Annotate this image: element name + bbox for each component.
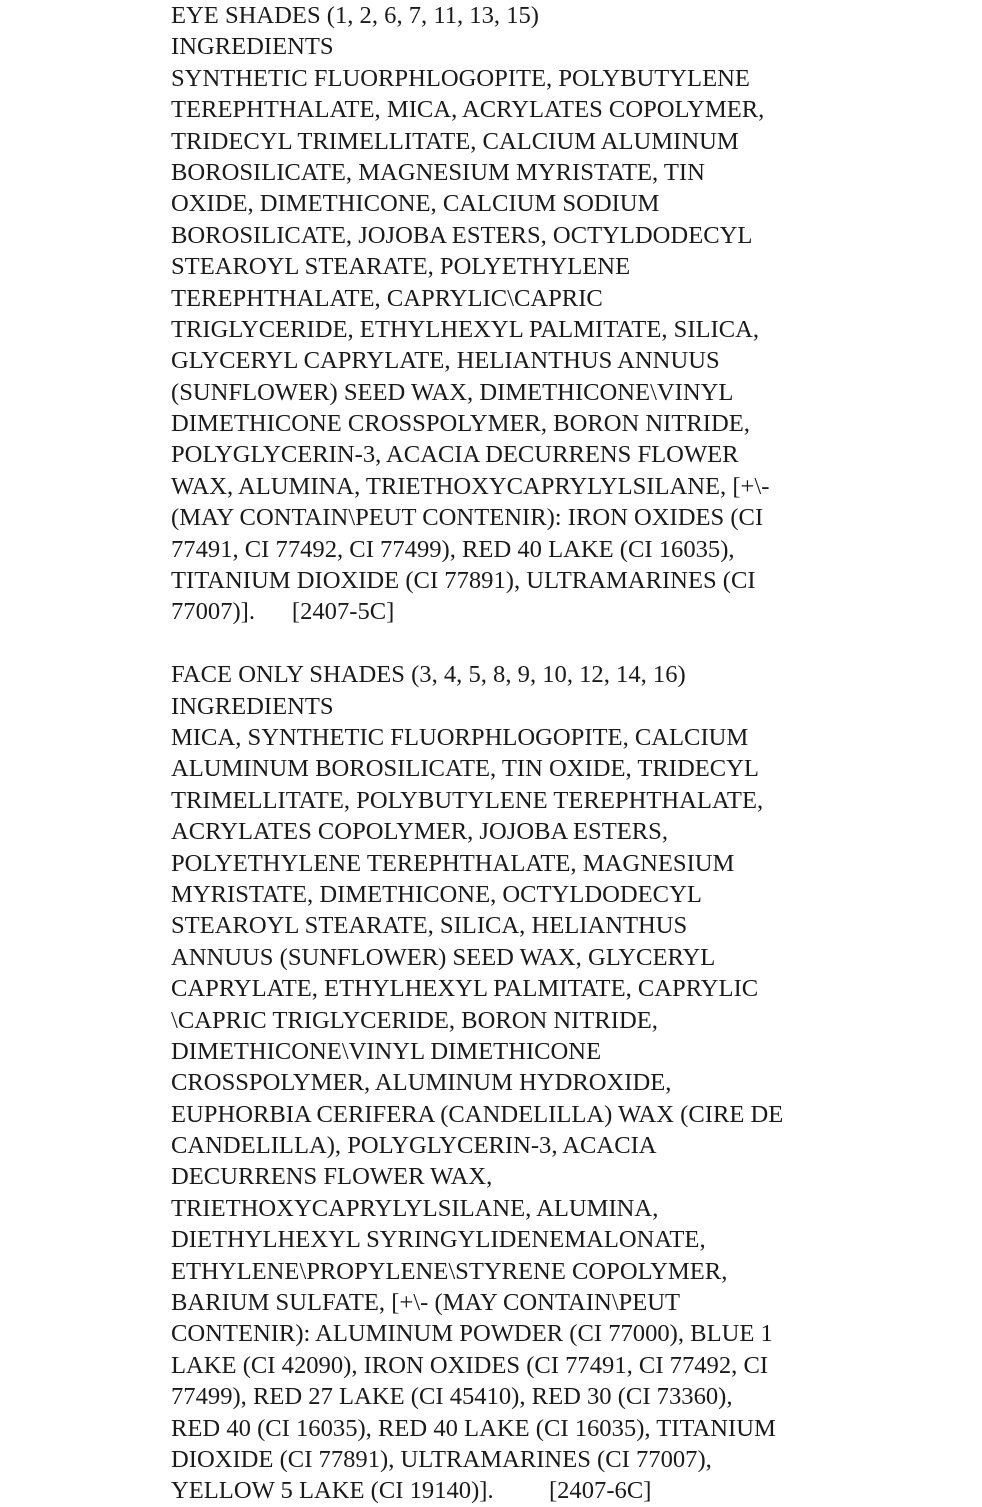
section-heading: FACE ONLY SHADES (3, 4, 5, 8, 9, 10, 12, 14, 16) <box>171 661 686 689</box>
ingredient-line: CROSSPOLYMER, ALUMINUM HYDROXIDE, <box>171 1069 672 1097</box>
face-only-shades-section <box>171 659 971 1507</box>
ingredients-label: INGREDIENTS <box>171 33 334 61</box>
ingredient-line: GLYCERYL CAPRYLATE, HELIANTHUS ANNUUS <box>171 347 720 375</box>
ingredient-line: TRIMELLITATE, POLYBUTYLENE TEREPHTHALATE, <box>171 786 764 814</box>
ingredient-line: DIMETHICONE CROSSPOLYMER, BORON NITRIDE, <box>171 410 750 438</box>
ingredient-line: 77491, CI 77492, CI 77499), RED 40 LAKE (CI 16035), <box>171 535 735 563</box>
ingredient-line: POLYGLYCERIN-3, ACACIA DECURRENS FLOWER <box>171 441 739 469</box>
ingredient-line: MICA, SYNTHETIC FLUORPHLOGOPITE, CALCIUM <box>171 723 749 751</box>
ingredient-line: MYRISTATE, DIMETHICONE, OCTYLDODECYL <box>171 880 702 908</box>
ingredient-line: TRIETHOXYCAPRYLYLSILANE, ALUMINA, <box>171 1194 659 1222</box>
ingredient-line: BARIUM SULFATE, [+\- (MAY CONTAIN\PEUT <box>171 1289 681 1317</box>
ingredient-line: CONTENIR): ALUMINUM POWDER (CI 77000), BLUE 1 <box>171 1320 773 1348</box>
ingredient-line: STEAROYL STEARATE, SILICA, HELIANTHUS <box>171 912 688 940</box>
ingredient-line-with-code: YELLOW 5 LAKE (CI 19140)]. [2407-6C] <box>171 1477 652 1505</box>
ingredient-line: DECURRENS FLOWER WAX, <box>171 1163 493 1191</box>
eye-shades-section <box>171 0 971 628</box>
ingredient-line-with-code: 77007)]. [2407-5C] <box>171 598 395 626</box>
ingredient-line: ETHYLENE\PROPYLENE\STYRENE COPOLYMER, <box>171 1257 728 1285</box>
ingredient-line: TITANIUM DIOXIDE (CI 77891), ULTRAMARINES (CI <box>171 567 756 595</box>
ingredient-line: \CAPRIC TRIGLYCERIDE, BORON NITRIDE, <box>171 1006 658 1034</box>
ingredient-line: (MAY CONTAIN\PEUT CONTENIR): IRON OXIDES (CI <box>171 504 764 532</box>
section-heading: EYE SHADES (1, 2, 6, 7, 11, 13, 15) <box>171 2 539 29</box>
ingredients-label: INGREDIENTS <box>171 692 334 720</box>
section-divider <box>171 628 971 659</box>
ingredient-line: DIMETHICONE\VINYL DIMETHICONE <box>171 1037 602 1065</box>
ingredient-line: BOROSILICATE, JOJOBA ESTERS, OCTYLDODECYL <box>171 221 753 249</box>
ingredients-document <box>171 0 971 1507</box>
ingredient-line: WAX, ALUMINA, TRIETHOXYCAPRYLYLSILANE, [+\- <box>171 472 770 500</box>
ingredient-line: TRIDECYL TRIMELLITATE, CALCIUM ALUMINUM <box>171 127 739 155</box>
ingredient-line: TEREPHTHALATE, MICA, ACRYLATES COPOLYMER, <box>171 96 765 124</box>
ingredient-line: SYNTHETIC FLUORPHLOGOPITE, POLYBUTYLENE <box>171 64 750 92</box>
ingredient-line: ALUMINUM BOROSILICATE, TIN OXIDE, TRIDECYL <box>171 755 759 783</box>
ingredient-line: ANNUUS (SUNFLOWER) SEED WAX, GLYCERYL <box>171 943 716 971</box>
ingredient-line: DIETHYLHEXYL SYRINGYLIDENEMALONATE, <box>171 1226 706 1254</box>
ingredient-line: TEREPHTHALATE, CAPRYLIC\CAPRIC <box>171 284 603 312</box>
ingredient-line: EUPHORBIA CERIFERA (CANDELILLA) WAX (CIRE DE <box>171 1100 784 1128</box>
ingredient-line: CANDELILLA), POLYGLYCERIN-3, ACACIA <box>171 1132 657 1160</box>
ingredient-line: OXIDE, DIMETHICONE, CALCIUM SODIUM <box>171 190 660 218</box>
ingredient-line: BOROSILICATE, MAGNESIUM MYRISTATE, TIN <box>171 158 705 186</box>
ingredient-line: DIOXIDE (CI 77891), ULTRAMARINES (CI 77007), <box>171 1445 712 1473</box>
ingredient-line: 77499), RED 27 LAKE (CI 45410), RED 30 (CI 73360), <box>171 1383 733 1411</box>
ingredient-line: POLYETHYLENE TEREPHTHALATE, MAGNESIUM <box>171 849 735 877</box>
ingredient-line: LAKE (CI 42090), IRON OXIDES (CI 77491, CI 77492, CI <box>171 1351 769 1379</box>
ingredient-line: RED 40 (CI 16035), RED 40 LAKE (CI 16035), TITANIUM <box>171 1414 776 1442</box>
ingredient-line: ACRYLATES COPOLYMER, JOJOBA ESTERS, <box>171 818 669 846</box>
ingredient-line: CAPRYLATE, ETHYLHEXYL PALMITATE, CAPRYLIC <box>171 975 759 1003</box>
ingredient-line: STEAROYL STEARATE, POLYETHYLENE <box>171 253 631 281</box>
ingredient-line: TRIGLYCERIDE, ETHYLHEXYL PALMITATE, SILICA, <box>171 315 760 343</box>
ingredient-line: (SUNFLOWER) SEED WAX, DIMETHICONE\VINYL <box>171 378 734 406</box>
